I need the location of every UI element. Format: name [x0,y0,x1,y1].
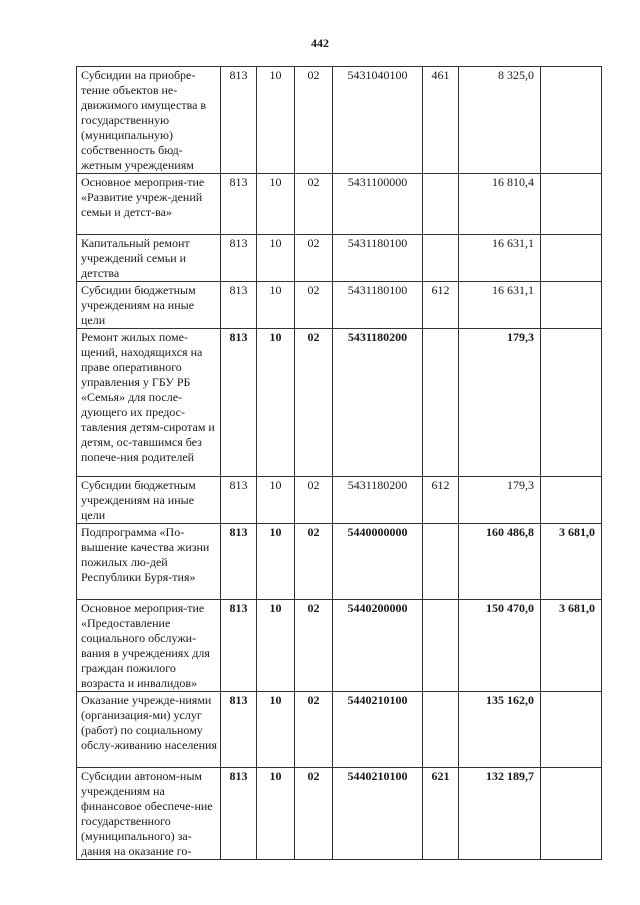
cell-grbs: 813 [221,67,257,174]
cell-amount: 16 631,1 [459,282,541,329]
cell-section: 10 [257,174,295,235]
cell-amount: 16 631,1 [459,235,541,282]
cell-amount-federal [541,67,602,174]
table-row [77,524,602,600]
cell-section: 10 [257,67,295,174]
cell-subsection: 02 [295,524,333,600]
cell-section: 10 [257,768,295,860]
cell-target-article: 5431040100 [333,67,423,174]
cell-expense-type [423,329,459,477]
cell-amount: 16 810,4 [459,174,541,235]
cell-name: Основное мероприя-тие «Развитие учреж-дений семьи и детст-ва» [77,174,221,235]
cell-expense-type [423,235,459,282]
cell-amount: 150 470,0 [459,600,541,692]
table-row [77,477,602,524]
cell-name: Субсидии на приобре-тение объектов не-движимого имущества в государственную (муниципальную) собственность бюд-жетным учреждениям [77,67,221,174]
cell-grbs: 813 [221,477,257,524]
cell-grbs: 813 [221,768,257,860]
table-row [77,282,602,329]
table-row [77,768,602,860]
cell-subsection: 02 [295,329,333,477]
cell-name: Субсидии бюджетным учреждениям на иные цели [77,477,221,524]
cell-expense-type [423,600,459,692]
table-row [77,235,602,282]
cell-amount-federal: 3 681,0 [541,524,602,600]
cell-expense-type: 621 [423,768,459,860]
cell-target-article: 5431180200 [333,477,423,524]
cell-expense-type [423,174,459,235]
cell-amount: 135 162,0 [459,692,541,768]
cell-grbs: 813 [221,282,257,329]
cell-subsection: 02 [295,174,333,235]
cell-name: Субсидии бюджетным учреждениям на иные цели [77,282,221,329]
cell-subsection: 02 [295,282,333,329]
cell-amount-federal [541,768,602,860]
cell-subsection: 02 [295,692,333,768]
cell-target-article: 5431180200 [333,329,423,477]
cell-grbs: 813 [221,174,257,235]
cell-amount-federal [541,282,602,329]
cell-amount-federal [541,692,602,768]
cell-section: 10 [257,235,295,282]
cell-section: 10 [257,600,295,692]
cell-target-article: 5440210100 [333,768,423,860]
cell-section: 10 [257,282,295,329]
table-row [77,329,602,477]
page-number: 442 [311,36,329,50]
budget-table [76,66,602,860]
cell-grbs: 813 [221,692,257,768]
cell-amount-federal [541,174,602,235]
cell-expense-type: 461 [423,67,459,174]
table-row [77,67,602,174]
cell-target-article: 5440200000 [333,600,423,692]
cell-subsection: 02 [295,67,333,174]
cell-subsection: 02 [295,768,333,860]
cell-target-article: 5440210100 [333,692,423,768]
cell-section: 10 [257,329,295,477]
cell-subsection: 02 [295,477,333,524]
table-row [77,600,602,692]
cell-expense-type [423,692,459,768]
cell-amount: 8 325,0 [459,67,541,174]
cell-amount: 179,3 [459,477,541,524]
cell-amount-federal: 3 681,0 [541,600,602,692]
cell-name: Подпрограмма «По-вышение качества жизни пожилых лю-дей Республики Буря-тия» [77,524,221,600]
cell-grbs: 813 [221,600,257,692]
cell-target-article: 5440000000 [333,524,423,600]
cell-amount-federal [541,235,602,282]
cell-section: 10 [257,477,295,524]
cell-amount-federal [541,329,602,477]
cell-expense-type [423,524,459,600]
cell-amount: 160 486,8 [459,524,541,600]
cell-name: Ремонт жилых поме-щений, находящихся на праве оперативного управления у ГБУ РБ «Семья» для после-дующего их предос-тавления детям-сиротам и детям, ос-тавшимся без попече-ния родителей [77,329,221,477]
cell-name: Оказание учрежде-ниями (организация-ми) услуг (работ) по социальному обслу-живанию населения [77,692,221,768]
cell-subsection: 02 [295,600,333,692]
table-row [77,174,602,235]
cell-amount: 179,3 [459,329,541,477]
cell-amount: 132 189,7 [459,768,541,860]
cell-target-article: 5431100000 [333,174,423,235]
cell-target-article: 5431180100 [333,282,423,329]
cell-grbs: 813 [221,235,257,282]
cell-grbs: 813 [221,329,257,477]
cell-subsection: 02 [295,235,333,282]
table-body [77,67,602,860]
cell-expense-type: 612 [423,477,459,524]
cell-grbs: 813 [221,524,257,600]
cell-name: Основное мероприя-тие «Предоставление социального обслужи-вания в учреждениях для граждан пожилого возраста и инвалидов» [77,600,221,692]
cell-name: Капитальный ремонт учреждений семьи и детства [77,235,221,282]
cell-name: Субсидии автоном-ным учреждениям на финансовое обеспече-ние государственного (муниципального) за-дания на оказание го- [77,768,221,860]
cell-section: 10 [257,524,295,600]
table-row [77,692,602,768]
cell-amount-federal [541,477,602,524]
cell-expense-type: 612 [423,282,459,329]
cell-section: 10 [257,692,295,768]
cell-target-article: 5431180100 [333,235,423,282]
